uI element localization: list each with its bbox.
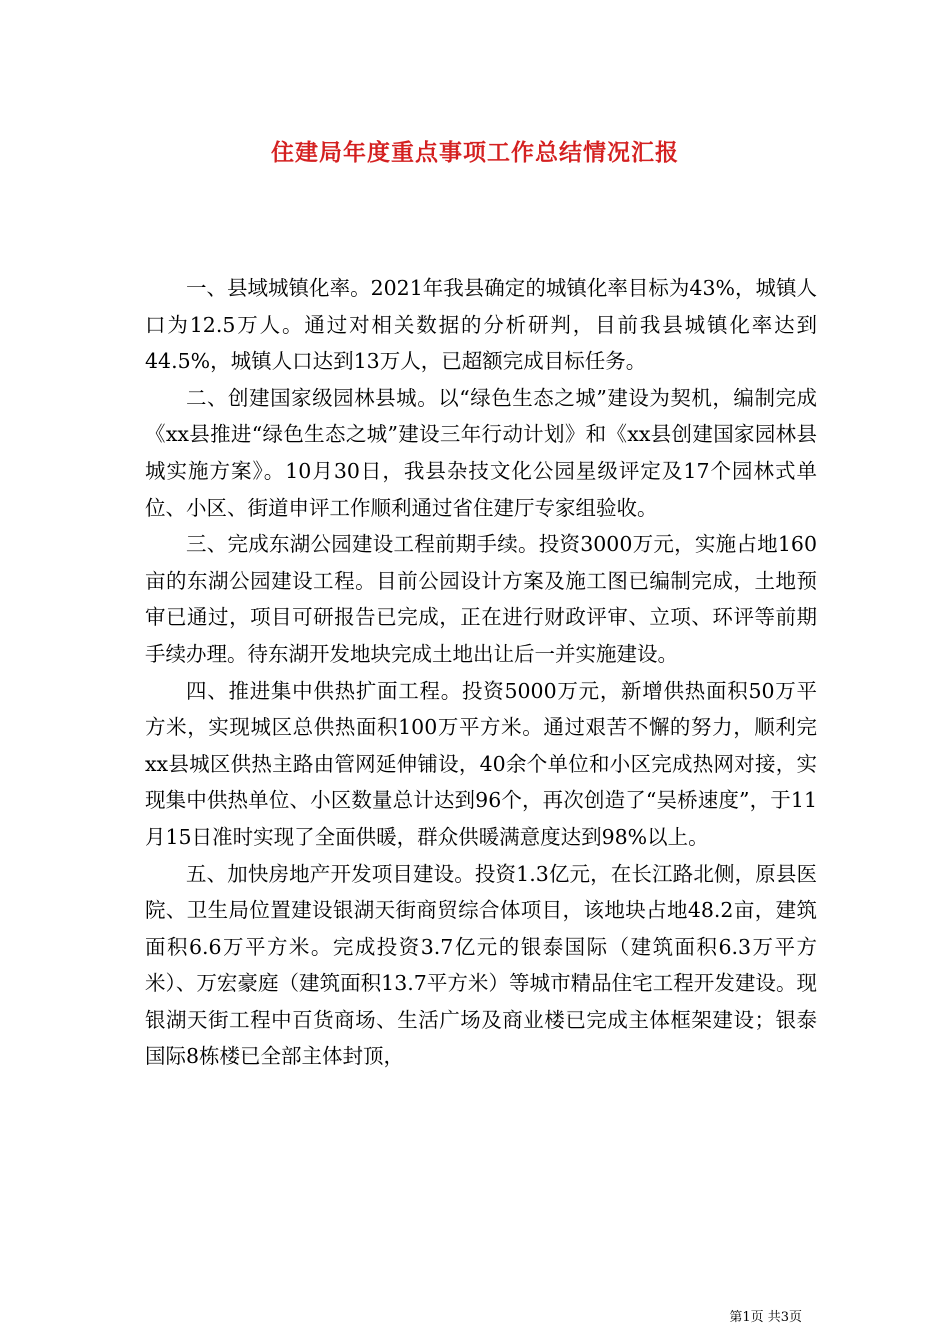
- paragraph-4: 四、推进集中供热扩面工程。投资5000万元，新增供热面积50万平方米，实现城区总供热面积100万平方米。通过艰苦不懈的努力，顺利完xx县城区供热主路由管网延伸铺设，40余个单位和小区完成热网对接，实现集中供热单位、小区数量总计达到96个，再次创造了“吴桥速度”，于11月15日准时实现了全面供暖，群众供暖满意度达到98%以上。: [145, 678, 817, 849]
- page-number: 第1页 共3页: [729, 1310, 802, 1325]
- document-body: [145, 270, 817, 1075]
- page-title: 住建局年度重点事项工作总结情况汇报: [271, 139, 679, 166]
- paragraph-1: 一、县域城镇化率。2021年我县确定的城镇化率目标为43%，城镇人口为12.5万人。通过对相关数据的分析研判，目前我县城镇化率达到44.5%，城镇人口达到13万人，已超额完成目标任务。: [145, 276, 817, 374]
- paragraph-3: 三、完成东湖公园建设工程前期手续。投资3000万元，实施占地160亩的东湖公园建设工程。目前公园设计方案及施工图已编制完成，土地预审已通过，项目可研报告已完成，正在进行财政评审、立项、环评等前期手续办理。待东湖开发地块完成土地出让后一并实施建设。: [145, 532, 817, 666]
- paragraph-2: 二、创建国家级园林县城。以“绿色生态之城”建设为契机，编制完成《xx县推进“绿色生态之城”建设三年行动计划》和《xx县创建国家园林县城实施方案》。10月30日，我县杂技文化公园星级评定及17个园林式单位、小区、街道申评工作顺利通过省住建厅专家组验收。: [145, 385, 817, 520]
- paragraph-5: 五、加快房地产开发项目建设。投资1.3亿元，在长江路北侧，原县医院、卫生局位置建设银湖天街商贸综合体项目，该地块占地48.2亩，建筑面积6.6万平方米。完成投资3.7亿元的银泰国际（建筑面积6.3万平方米）、万宏豪庭（建筑面积13.7平方米）等城市精品住宅工程开发建设。现银湖天街工程中百货商场、生活广场及商业楼已完成主体框架建设；银泰国际8栋楼已全部主体封顶，: [145, 861, 817, 1069]
